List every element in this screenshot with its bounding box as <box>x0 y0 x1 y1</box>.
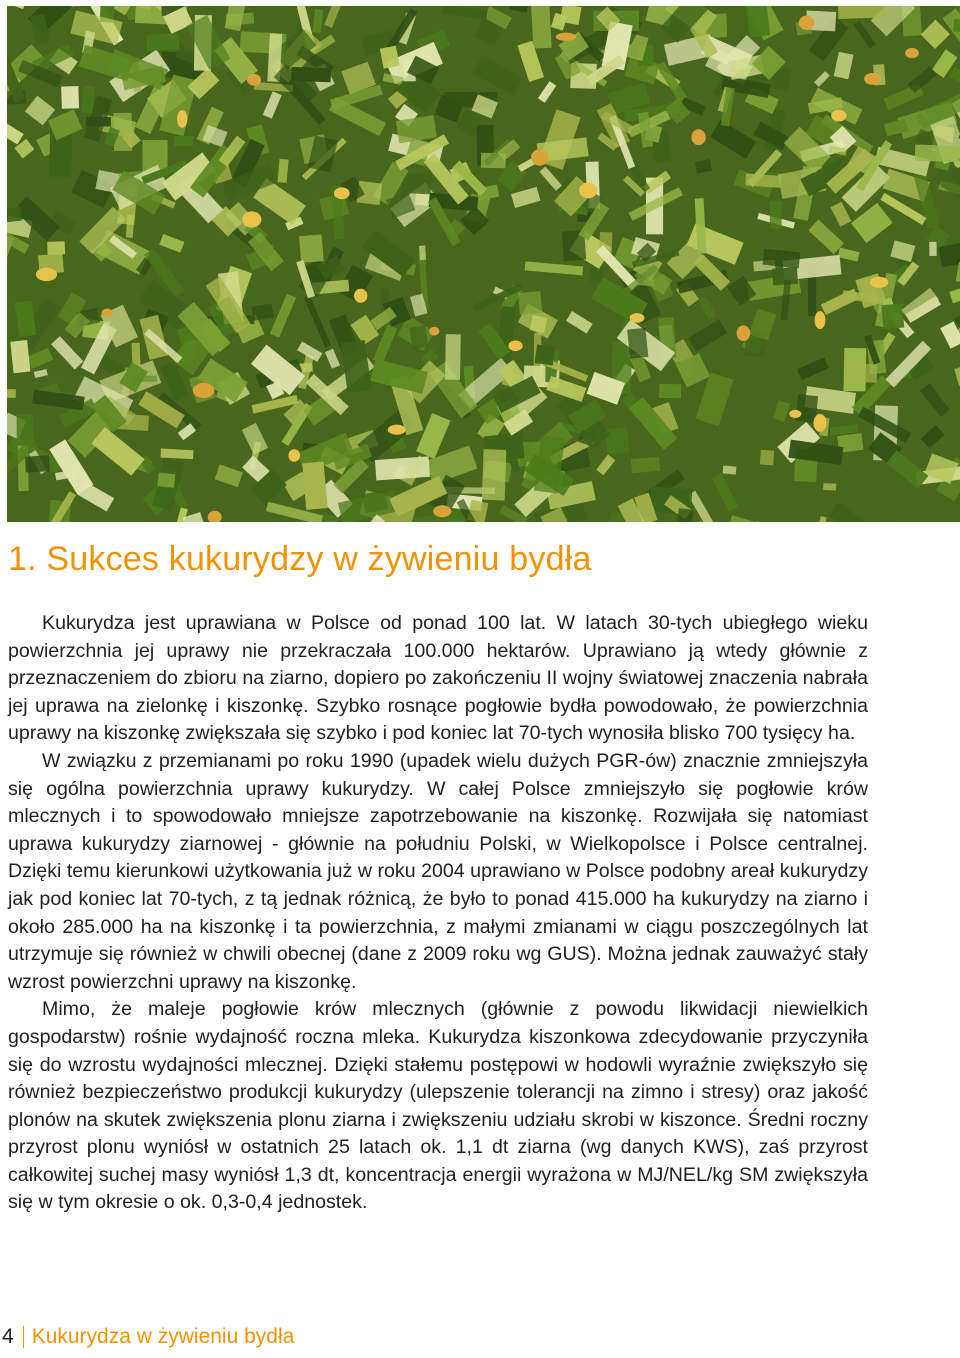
silage-fragment <box>760 450 774 465</box>
silage-fragment <box>631 457 661 474</box>
silage-fragment <box>770 201 782 229</box>
paragraph: W związku z przemianami po roku 1990 (upadek wielu dużych PGR-ów) znacznie zmniejszyła się ogólna powierzchnia uprawy kukurydzy. W całej Polsce zmniejszyło się pogłowie krów mlecznych i to spowodowało mniejsze zapotrzebowanie na kiszonkę. Rozwijała się natomiast uprawa kukurydzy ziarnowej - głównie na południu Polski, w Wielkopolsce i Polsce centralnej. Dzięki temu kierunkowi użytkowania już w roku 2004 uprawiano w Polsce podobny areał kukurydzy jak pod koniec lat 70-tych, z tą jednak różnicą, że było to ponad 415.000 ha kukurydzy na ziarno i około 285.000 ha na kiszonkę i ta powierzchnia, z małymi zmianami w ciągu poszczególnych lat utrzymuje się również w chwili obecnej (dane z 2009 roku wg GUS). Można jednak zauważyć stały wzrost powierzchni uprawy na kiszonkę. <box>8 749 868 993</box>
silage-fragment <box>745 173 781 187</box>
maize-kernel <box>799 16 815 30</box>
silage-fragment <box>17 415 33 446</box>
maize-kernel <box>288 449 300 462</box>
silage-fragment <box>915 145 960 163</box>
maize-silage-texture <box>7 6 960 522</box>
silage-fragment <box>7 207 22 223</box>
silage-fragment <box>530 315 548 333</box>
maize-kernel <box>814 414 827 432</box>
maize-kernel <box>789 410 801 418</box>
silage-fragment <box>823 483 836 490</box>
maize-silage-photo <box>7 6 960 522</box>
silage-fragment <box>419 245 426 260</box>
silage-fragment <box>659 384 681 398</box>
silage-fragment <box>723 466 737 475</box>
silage-fragment <box>401 173 431 194</box>
silage-fragment <box>409 325 428 349</box>
maize-kernel <box>354 289 367 303</box>
maize-kernel <box>870 277 888 288</box>
silage-fragment <box>61 86 79 109</box>
silage-fragment <box>131 375 157 382</box>
maize-kernel <box>531 149 548 165</box>
maize-kernel <box>247 74 261 86</box>
maize-kernel <box>388 425 406 435</box>
silage-fragment <box>605 427 630 455</box>
silage-fragment <box>695 159 712 173</box>
maize-kernel <box>691 129 705 145</box>
silage-fragment <box>676 508 693 522</box>
maize-kernel <box>242 211 261 227</box>
maize-kernel <box>737 325 751 341</box>
maize-kernel <box>815 311 826 329</box>
running-title: Kukurydza w żywieniu bydła <box>31 1325 295 1348</box>
maize-kernel <box>831 110 846 122</box>
maize-kernel <box>102 309 113 317</box>
silage-fragment <box>146 33 179 51</box>
footer-divider <box>23 1326 24 1348</box>
paragraph: Kukurydza jest uprawiana w Polsce od ponad 100 lat. W latach 30-tych ubiegłego wieku powierzchnia jej uprawy nie przekraczała 100.000 hektarów. Uprawiano ją wtedy głównie z przeznaczeniem do zbioru na ziarno, dopiero po zakończeniu II wojny światowej znaczenia nabrała jej uprawa na zielonkę i kiszonkę. Szybko rosnące pogłowie bydła powodowało, że powierzchnia uprawy na kiszonkę zwiększała się szybko i pod koniec lat 70-tych wynosiła blisko 700 tysięcy ha. <box>8 612 868 745</box>
silage-fragment <box>302 461 327 509</box>
silage-fragment <box>10 340 30 373</box>
maize-kernel <box>630 313 645 323</box>
maize-kernel <box>556 33 576 41</box>
paragraph: Mimo, że maleje pogłowie krów mlecznych (głównie z powodu likwidacji niewielkich gospodarstw) rośnie wydajność roczna mleka. Kukurydza kiszonkowa zdecydowanie przyczyniła się do wzrostu wydajności mlecznej. Dzięki stałemu postępowi w hodowli wyraźnie zwiększyło się również bezpieczeństwo produkcji kukurydzy (ulepszenie tolerancji na zimno i stresy) oraz jakość plonów na skutek zwiększenia plonu ziarna i zwiększeniu udziału skrobi w kiszonce. Średni roczny przyrost plonu wyniósł w ostatnich 25 latach ok. 1,1 dt ziarna (wg danych KWS), zaś przyrost całkowitej suchej masy wyniósł 1,3 dt, koncentracja energii wyrażona w MJ/NEL/kg SM zwiększyła się w tym okresie o ok. 0,3-0,4 jednostek. <box>8 998 868 1214</box>
maize-kernel <box>36 268 57 281</box>
silage-fragment <box>838 6 886 19</box>
silage-fragment <box>7 389 16 398</box>
silage-fragment <box>160 449 193 460</box>
maize-kernel <box>429 327 439 336</box>
maize-kernel <box>508 341 522 352</box>
maize-kernel <box>177 110 187 128</box>
silage-fragment <box>518 291 542 315</box>
silage-fragment <box>881 303 904 329</box>
maize-kernel <box>433 505 451 517</box>
silage-fragment <box>299 234 324 263</box>
silage-fragment <box>482 449 507 500</box>
silage-fragment <box>157 473 175 488</box>
chapter-heading: 1. Sukces kukurydzy w żywieniu bydła <box>8 540 592 578</box>
maize-kernel <box>579 182 597 198</box>
maize-kernel <box>334 187 350 199</box>
silage-fragment <box>929 242 937 256</box>
page-footer <box>0 1325 294 1349</box>
silage-fragment <box>745 6 770 37</box>
silage-fragment <box>535 344 556 365</box>
silage-fragment <box>531 6 552 49</box>
page-number: 4 <box>2 1325 14 1348</box>
maize-kernel <box>905 48 919 58</box>
silage-fragment <box>47 241 65 255</box>
silage-fragment <box>25 455 50 472</box>
maize-kernel <box>864 73 881 85</box>
silage-fragment <box>445 334 461 380</box>
maize-kernel <box>193 383 214 398</box>
silage-fragment <box>627 328 648 359</box>
body-text <box>8 610 868 1217</box>
silage-fragment <box>844 363 877 383</box>
silage-fragment <box>174 136 193 146</box>
